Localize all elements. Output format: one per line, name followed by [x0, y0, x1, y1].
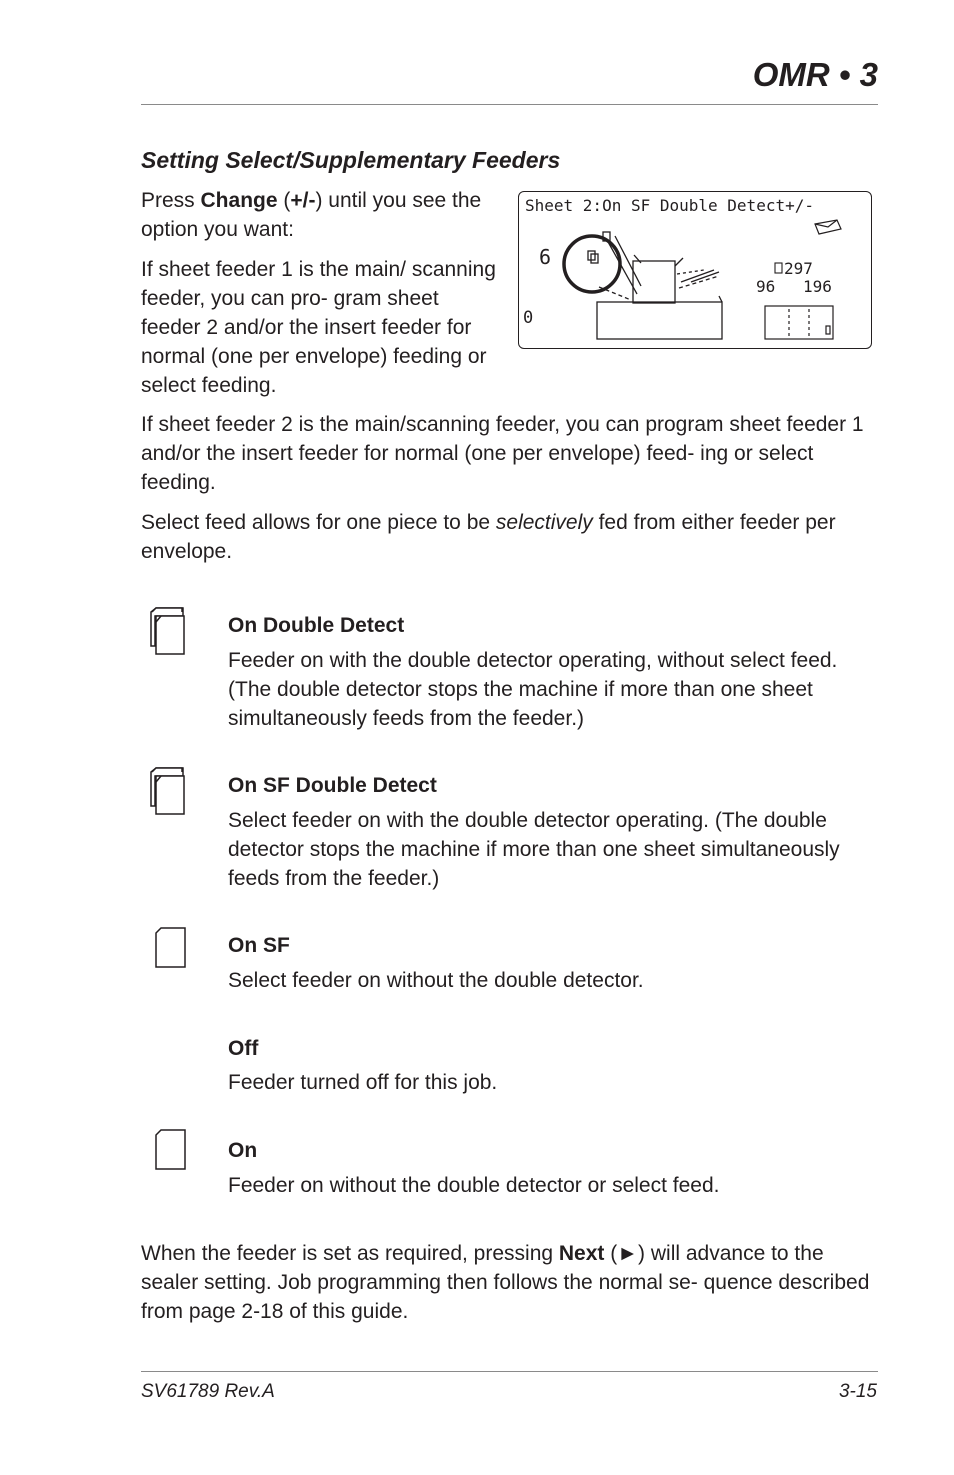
intro-p4-post: fed from either feeder per envelope. [141, 511, 836, 563]
footer-page-number: 3-15 [838, 1381, 877, 1402]
intro-p1-pre: Press [141, 189, 201, 212]
section-title: Setting Select/Supplementary Feeders [141, 147, 561, 173]
plus-minus-key-label: +/- [290, 189, 316, 212]
intro-p1-post: ) until you see the option you want: [141, 189, 482, 241]
single-sheet-icon [154, 926, 188, 970]
lcd-left-number: 6 [539, 245, 552, 269]
intro-p4-pre: Select feed allows for one piece to be [141, 511, 496, 534]
intro-column [141, 186, 513, 244]
closing-pre: When the feeder is set as required, pressing [141, 1242, 559, 1265]
lcd-count-total: 297 [784, 259, 813, 278]
intro-p4-italic: selectively [495, 511, 593, 534]
lcd-display [518, 191, 872, 349]
lcd-count-b: 196 [803, 277, 832, 296]
lcd-bottom-left: 0 [523, 308, 534, 328]
option-title-on-double-detect: On Double Detect [228, 614, 405, 637]
lcd-graphic [519, 192, 870, 347]
envelope-icon [815, 220, 841, 234]
header-rule [141, 104, 878, 105]
option-desc-on-sf-double-detect: Select feeder on with the double detector operating. (The double detector stops the machine if more than one sheet simultaneously feeds from the feeder.) [228, 809, 840, 890]
option-title-on-sf-double-detect: On SF Double Detect [228, 774, 437, 797]
footer-rule [141, 1371, 878, 1372]
double-sheet-icon [148, 766, 190, 818]
intro-paragraph-4 [141, 508, 881, 566]
closing-post: (►) will advance to the sealer setting. Job programming then follows the normal se- quence described from page 2-18 of this guide. [141, 1242, 870, 1323]
change-key-label: Change [200, 189, 278, 212]
intro-column-2 [141, 255, 526, 400]
intro-p1-mid: ( [277, 189, 291, 212]
option-title-off: Off [228, 1037, 259, 1060]
page-header-title: OMR • 3 [752, 56, 878, 93]
option-title-on: On [228, 1139, 258, 1162]
intro-paragraph-1 [141, 186, 513, 244]
footer-doc-id: SV61789 Rev.A [141, 1381, 275, 1402]
output-tray-icon [765, 306, 833, 339]
option-title-on-sf: On SF [228, 934, 290, 957]
double-sheet-icon [148, 606, 190, 658]
lcd-line-1: Sheet 2:On SF Double Detect+/- [525, 196, 814, 215]
option-desc-off: Feeder turned off for this job. [228, 1071, 498, 1094]
single-sheet-icon [154, 1128, 188, 1172]
closing-paragraph [141, 1239, 871, 1326]
intro-paragraph-2: If sheet feeder 1 is the main/ scanning feeder, you can pro- gram sheet feeder 2 and/or the insert feeder for normal (one per envelope) feeding or select feeding. [141, 258, 496, 397]
lcd-count-a: 96 [756, 277, 776, 296]
option-desc-on-double-detect: Feeder on with the double detector operating, without select feed. (The double detector stops the machine if more than one sheet simultaneously feeds from the feeder.) [228, 649, 838, 730]
option-desc-on: Feeder on without the double detector or select feed. [228, 1174, 720, 1197]
next-key-label: Next [558, 1242, 605, 1265]
option-desc-on-sf: Select feeder on without the double detector. [228, 969, 644, 992]
highlight-circle [564, 236, 620, 292]
count-sheet-icon [775, 263, 782, 273]
intro-paragraph-3: If sheet feeder 2 is the main/scanning feeder, you can program sheet feeder 1 and/or the insert feeder for normal (one per envelope) feed- ing or select feeding. [141, 413, 864, 494]
